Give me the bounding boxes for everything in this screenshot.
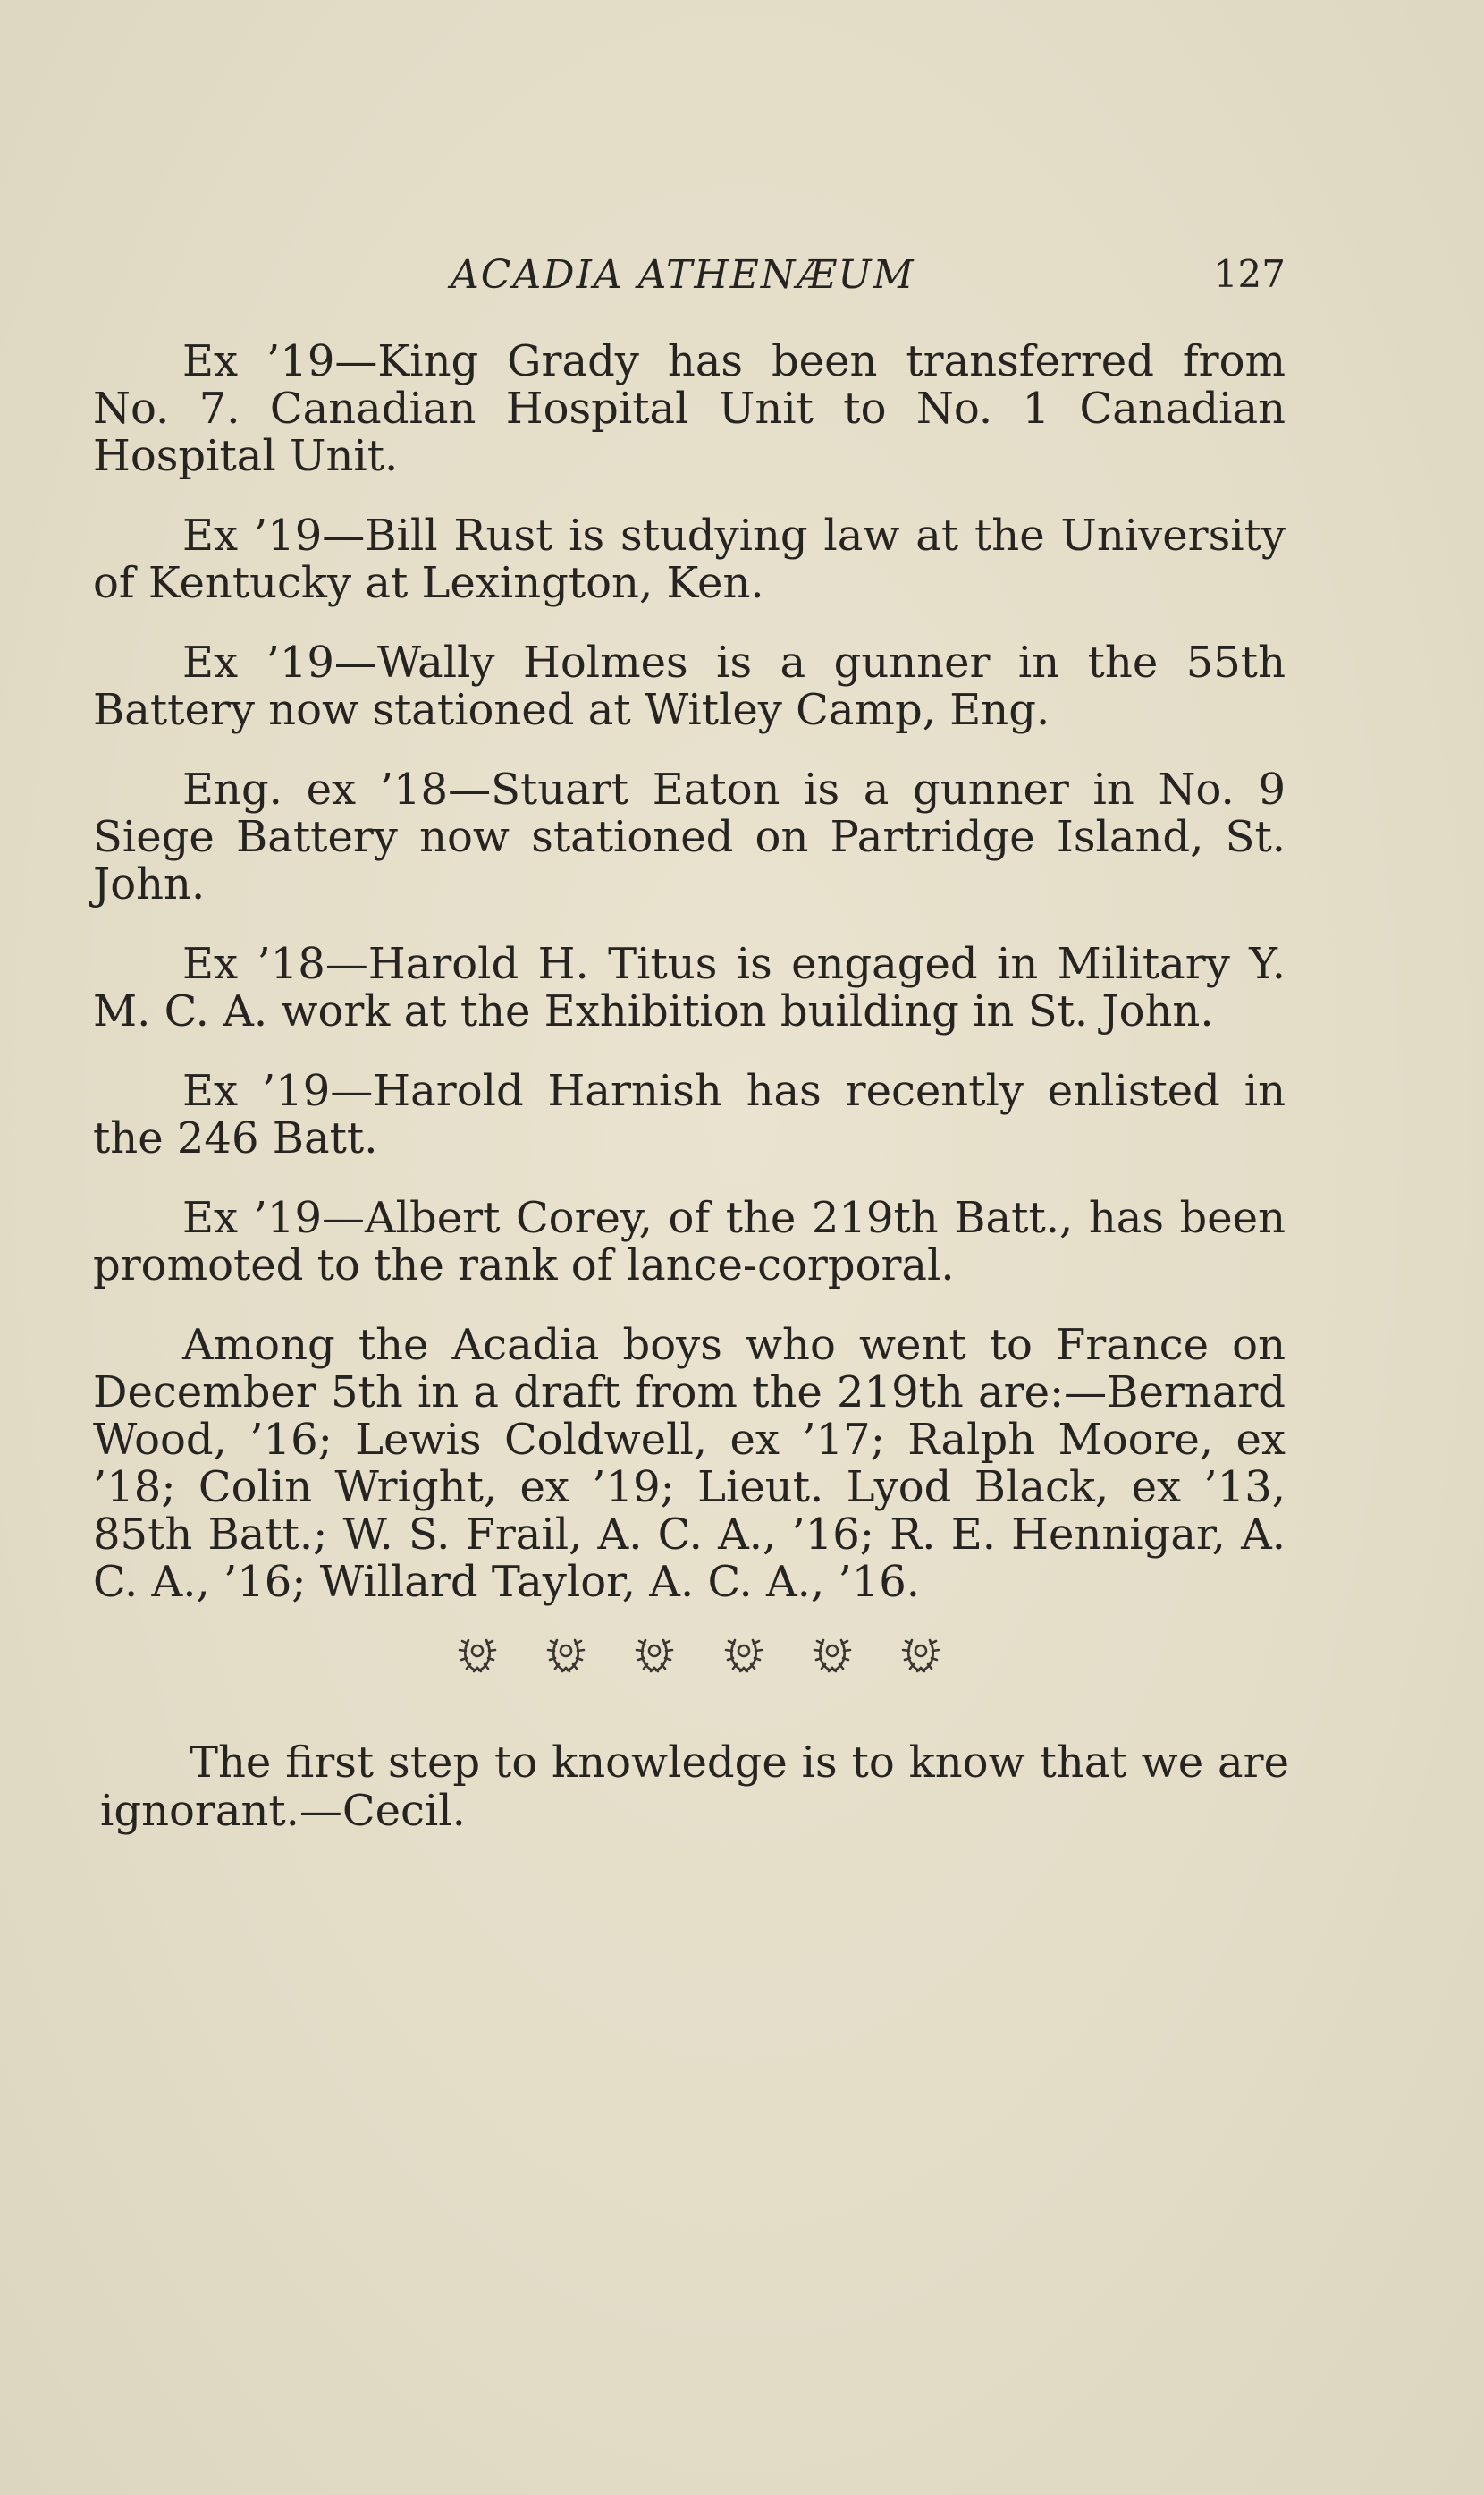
wreath-ornament-icon bbox=[724, 1633, 763, 1676]
page-header bbox=[93, 252, 1286, 306]
wreath-ornament-icon bbox=[813, 1633, 852, 1676]
paragraph-holmes: Ex ’19—Wally Holmes is a gunner in the 55th Battery now stationed at Witley Camp, Eng. bbox=[93, 638, 1286, 735]
paragraph-rust: Ex ’19—Bill Rust is studying law at the University of Kentucky at Lexington, Ken. bbox=[93, 511, 1286, 608]
paragraph-titus: Ex ’18—Harold H. Titus is engaged in Military Y. M. C. A. work at the Exhibition building in St. John. bbox=[93, 939, 1286, 1036]
wreath-ornament-icon bbox=[546, 1633, 586, 1676]
paragraph-harnish: Ex ’19—Harold Harnish has recently enlisted in the 246 Batt. bbox=[93, 1066, 1286, 1163]
paragraph-corey: Ex ’19—Albert Corey, of the 219th Batt., has been promoted to the rank of lance-corporal. bbox=[93, 1193, 1286, 1290]
wreath-ornament-icon bbox=[901, 1633, 940, 1676]
article-body bbox=[93, 338, 1286, 1638]
paragraph-eaton: Eng. ex ’18—Stuart Eaton is a gunner in No. 9 Siege Battery now stationed on Partridge Island, St. John. bbox=[93, 765, 1286, 909]
wreath-ornament-icon bbox=[635, 1633, 674, 1676]
wreath-ornament-icon bbox=[458, 1633, 497, 1676]
running-title: ACADIA ATHENÆUM bbox=[451, 252, 915, 298]
page-number: 127 bbox=[1213, 252, 1286, 296]
ornament-divider bbox=[458, 1633, 940, 1683]
closing-quote: The first step to knowledge is to know that we are ignorant.—Cecil. bbox=[100, 1738, 1289, 1836]
paragraph-draft-list: Among the Acadia boys who went to France on December 5th in a draft from the 219th are:—Bernard Wood, ’16; Lewis Coldwell, ex ’17; Ralph Moore, ex ’18; Colin Wright, ex ’19; Lieut. Lyod Black, ex ’13, 85th Batt.; W. S. Frail, A. C. A., ’16; R. E. Hennigar, A. C. A., ’16; Willard Taylor, A. C. A., ’16. bbox=[93, 1320, 1286, 1607]
paragraph-grady: Ex ’19—King Grady has been transferred from No. 7. Canadian Hospital Unit to No. 1 Canadian Hospital Unit. bbox=[93, 336, 1286, 481]
